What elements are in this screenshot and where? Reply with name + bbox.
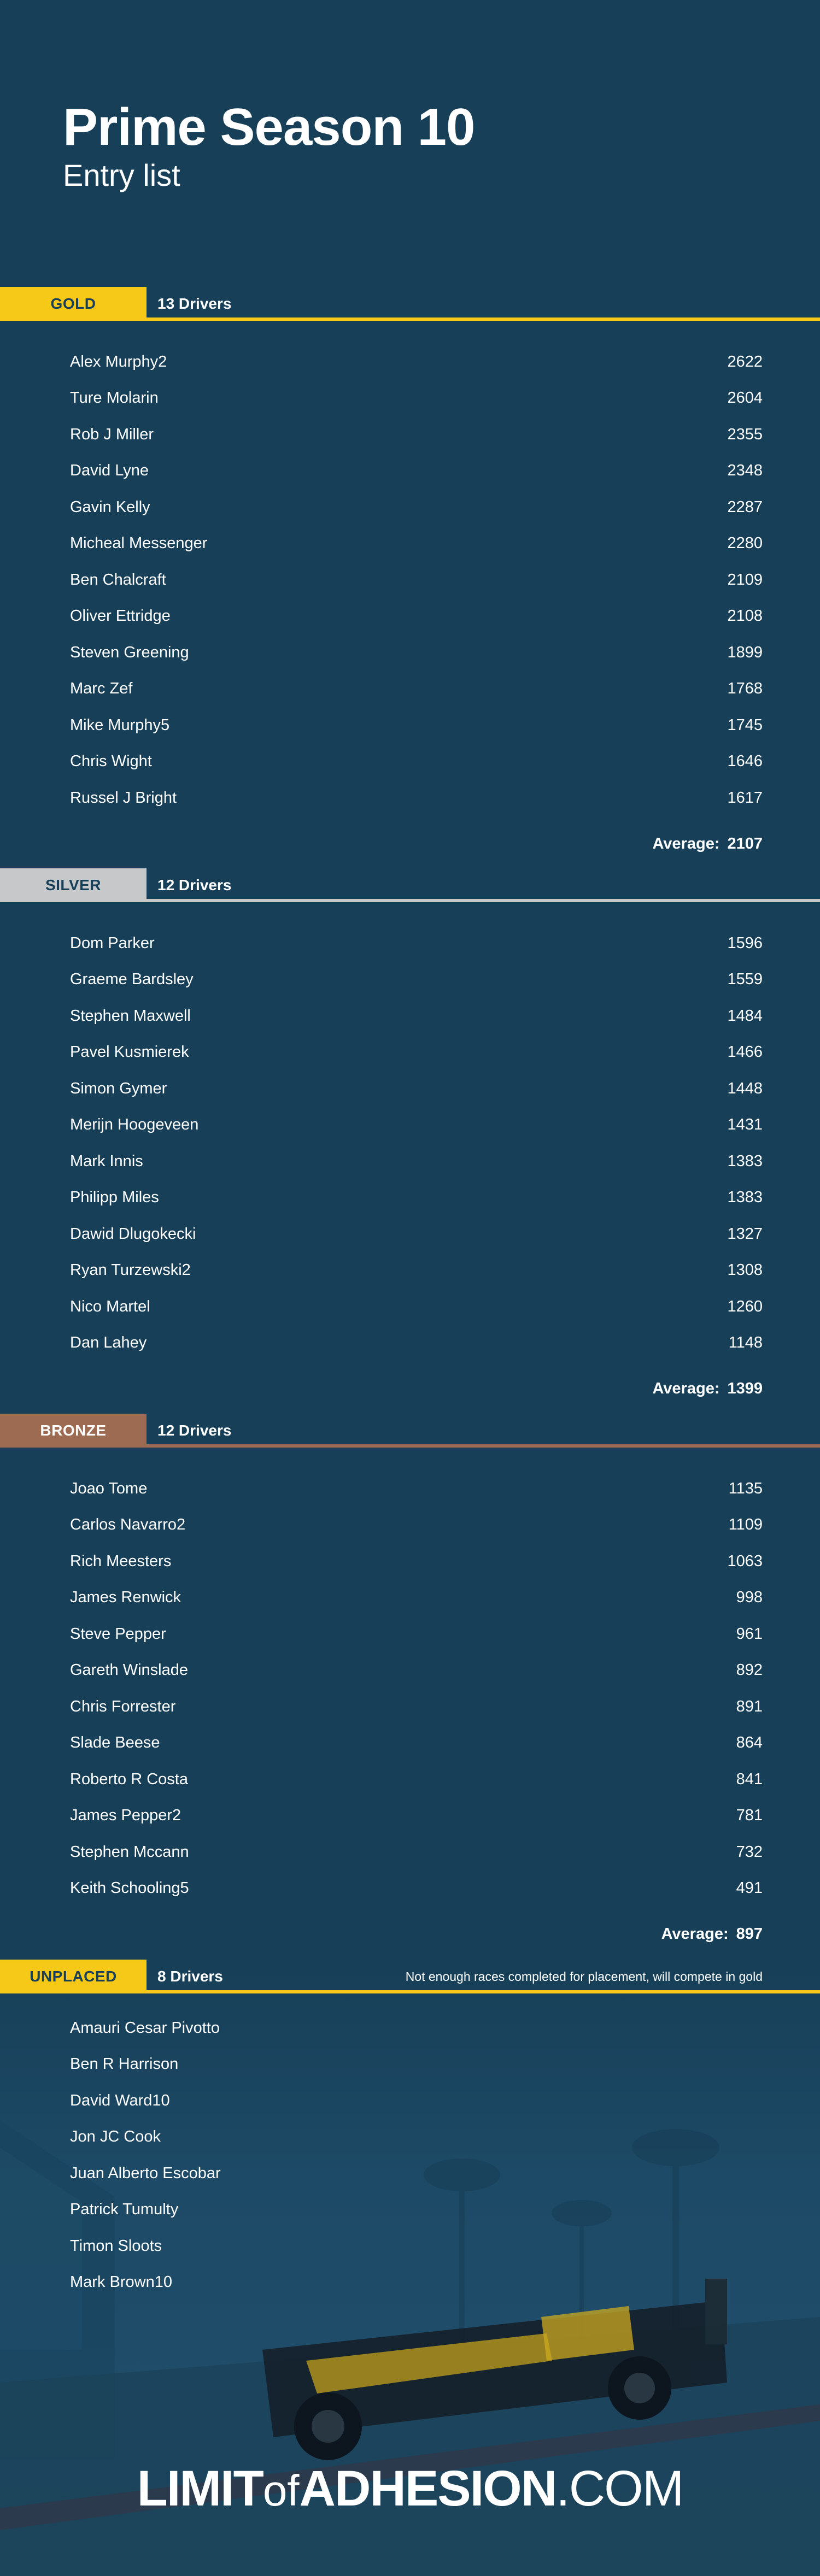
driver-name: Stephen Mccann [70,1843,189,1861]
driver-rating: 2287 [727,498,763,516]
tier-divider [147,1990,820,1993]
tier-header [0,868,820,902]
driver-rating: 1308 [727,1261,763,1279]
driver-name: Mark Brown10 [70,2273,172,2291]
driver-rating: 961 [736,1625,763,1643]
driver-name: Keith Schooling5 [70,1879,189,1897]
driver-name: James Renwick [70,1589,181,1607]
driver-name: Simon Gymer [70,1079,167,1097]
tier-driver-count: 13 Drivers [157,295,232,312]
driver-name: Timon Sloots [70,2237,162,2255]
driver-name: Ben R Harrison [70,2055,179,2073]
driver-row [0,1107,820,1144]
driver-rating: 491 [736,1879,763,1897]
page-subtitle: Entry list [63,158,180,192]
driver-rating: 1327 [727,1225,763,1243]
driver-name: Nico Martel [70,1297,150,1315]
driver-row [0,925,820,962]
average-value: 897 [736,1925,763,1943]
driver-row [0,2119,820,2156]
driver-row [0,962,820,998]
driver-rating: 891 [736,1697,763,1715]
driver-row [0,1071,820,1107]
driver-name: David Lyne [70,462,149,480]
driver-row [0,998,820,1034]
driver-rating: 1063 [727,1552,763,1570]
tier-average [0,835,820,853]
driver-row [0,1034,820,1071]
driver-row [0,744,820,780]
driver-rating: 1899 [727,643,763,661]
driver-name: Roberto R Costa [70,1770,188,1788]
average-label: Average: [661,1925,729,1943]
driver-name: Ryan Turzewski2 [70,1261,191,1279]
tier-badge: UNPLACED [0,1960,147,1993]
driver-name: Pavel Kusmierek [70,1043,189,1061]
driver-name: Rob J Miller [70,425,154,443]
driver-rating: 1646 [727,752,763,771]
driver-row [0,780,820,816]
driver-name: Chris Forrester [70,1697,176,1715]
tier-bronze [0,1414,820,1943]
driver-row [0,2155,820,2192]
driver-row [0,1616,820,1652]
driver-rating: 2604 [727,389,763,407]
driver-row [0,2083,820,2119]
driver-rating: 1745 [727,716,763,734]
driver-row [0,1798,820,1834]
driver-name: Jon JC Cook [70,2128,161,2146]
driver-list [0,1471,820,1907]
driver-name: David Ward10 [70,2091,170,2109]
driver-row [0,562,820,598]
tier-note: Not enough races completed for placement, will compete in gold [405,1969,763,1984]
driver-name: Philipp Miles [70,1189,159,1207]
driver-row [0,671,820,708]
driver-row [0,416,820,453]
driver-rating: 2348 [727,462,763,480]
tier-divider [147,899,820,902]
driver-row [0,634,820,671]
driver-row [0,344,820,380]
driver-name: Dawid Dlugokecki [70,1225,196,1243]
driver-name: Ben Chalcraft [70,571,166,589]
driver-rating: 781 [736,1807,763,1825]
driver-row [0,1507,820,1544]
driver-rating: 1466 [727,1043,763,1061]
driver-row [0,1471,820,1507]
driver-name: Dan Lahey [70,1334,147,1352]
driver-name: Dom Parker [70,934,155,952]
driver-name: Mike Murphy5 [70,716,170,734]
driver-rating: 1448 [727,1079,763,1097]
driver-name: Stephen Maxwell [70,1007,191,1025]
tier-silver [0,868,820,1398]
driver-row [0,453,820,490]
driver-list [0,925,820,1361]
limit-of-adhesion-logo: LIMITofADHESION.COM [137,2461,683,2516]
driver-rating: 1148 [728,1334,763,1352]
driver-row [0,2046,820,2083]
driver-row [0,1580,820,1616]
driver-name: Oliver Ettridge [70,607,171,625]
tier-driver-count: 12 Drivers [157,1422,232,1439]
driver-list [0,2010,820,2301]
driver-name: Steven Greening [70,643,189,661]
page-header [63,98,475,192]
driver-rating: 864 [736,1734,763,1752]
driver-row [0,1834,820,1871]
driver-name: Merijn Hoogeveen [70,1116,199,1134]
driver-name: Joao Tome [70,1479,148,1497]
tier-header [0,287,820,321]
driver-rating: 2355 [727,425,763,443]
driver-name: Ture Molarin [70,389,159,407]
driver-row [0,1325,820,1362]
driver-row [0,489,820,526]
tier-average [0,1925,820,1943]
tier-average [0,1380,820,1398]
page-title: Prime Season 10 [63,98,475,156]
average-label: Average: [652,1380,720,1397]
driver-name: Marc Zef [70,680,133,698]
driver-row [0,598,820,635]
driver-rating: 732 [736,1843,763,1861]
driver-rating: 2622 [727,352,763,370]
driver-rating: 1617 [727,789,763,807]
driver-name: James Pepper2 [70,1807,181,1825]
driver-name: Slade Beese [70,1734,160,1752]
tier-header [0,1414,820,1448]
driver-rating: 1596 [727,934,763,952]
driver-rating: 1135 [728,1479,763,1497]
driver-name: Patrick Tumulty [70,2201,179,2219]
driver-row [0,1289,820,1325]
driver-row [0,526,820,562]
driver-row [0,380,820,417]
driver-row [0,1143,820,1180]
driver-rating: 1109 [728,1516,763,1534]
tier-driver-count: 12 Drivers [157,877,232,893]
tier-badge: SILVER [0,868,147,902]
driver-name: Alex Murphy2 [70,352,167,370]
tier-gold [0,287,820,853]
tier-badge: BRONZE [0,1414,147,1448]
average-value: 1399 [727,1380,763,1397]
driver-row [0,1725,820,1762]
driver-row [0,1761,820,1798]
driver-name: Gareth Winslade [70,1661,188,1679]
tier-divider [147,1444,820,1448]
driver-name: Micheal Messenger [70,534,208,552]
driver-row [0,707,820,744]
driver-row [0,1652,820,1689]
tier-driver-count: 8 Drivers [157,1968,223,1985]
average-label: Average: [652,834,720,852]
driver-row [0,2265,820,2301]
driver-rating: 2109 [727,571,763,589]
tier-header [0,1960,820,1993]
driver-rating: 1383 [727,1189,763,1207]
driver-rating: 1484 [727,1007,763,1025]
driver-rating: 1431 [727,1116,763,1134]
driver-rating: 1383 [727,1152,763,1170]
driver-rating: 1559 [727,971,763,989]
driver-name: Graeme Bardsley [70,971,194,989]
driver-row [0,2010,820,2046]
driver-rating: 998 [736,1589,763,1607]
average-value: 2107 [727,834,763,852]
driver-rating: 841 [736,1770,763,1788]
driver-name: Russel J Bright [70,789,177,807]
driver-rating: 2280 [727,534,763,552]
driver-rating: 2108 [727,607,763,625]
driver-rating: 1768 [727,680,763,698]
driver-rating: 1260 [727,1297,763,1315]
driver-row [0,1216,820,1252]
tier-divider [147,317,820,321]
tier-unplaced [0,1960,820,2301]
driver-row [0,1871,820,1907]
driver-row [0,1180,820,1216]
tier-badge: GOLD [0,287,147,321]
driver-row [0,2192,820,2228]
driver-name: Carlos Navarro2 [70,1516,186,1534]
driver-name: Rich Meesters [70,1552,172,1570]
driver-name: Steve Pepper [70,1625,166,1643]
driver-rating: 892 [736,1661,763,1679]
driver-row [0,1543,820,1580]
driver-name: Chris Wight [70,752,152,771]
driver-name: Gavin Kelly [70,498,150,516]
driver-name: Juan Alberto Escobar [70,2164,221,2182]
driver-row [0,2228,820,2265]
driver-row [0,1689,820,1725]
driver-row [0,1252,820,1289]
driver-name: Amauri Cesar Pivotto [70,2019,220,2037]
driver-name: Mark Innis [70,1152,143,1170]
driver-list [0,344,820,816]
